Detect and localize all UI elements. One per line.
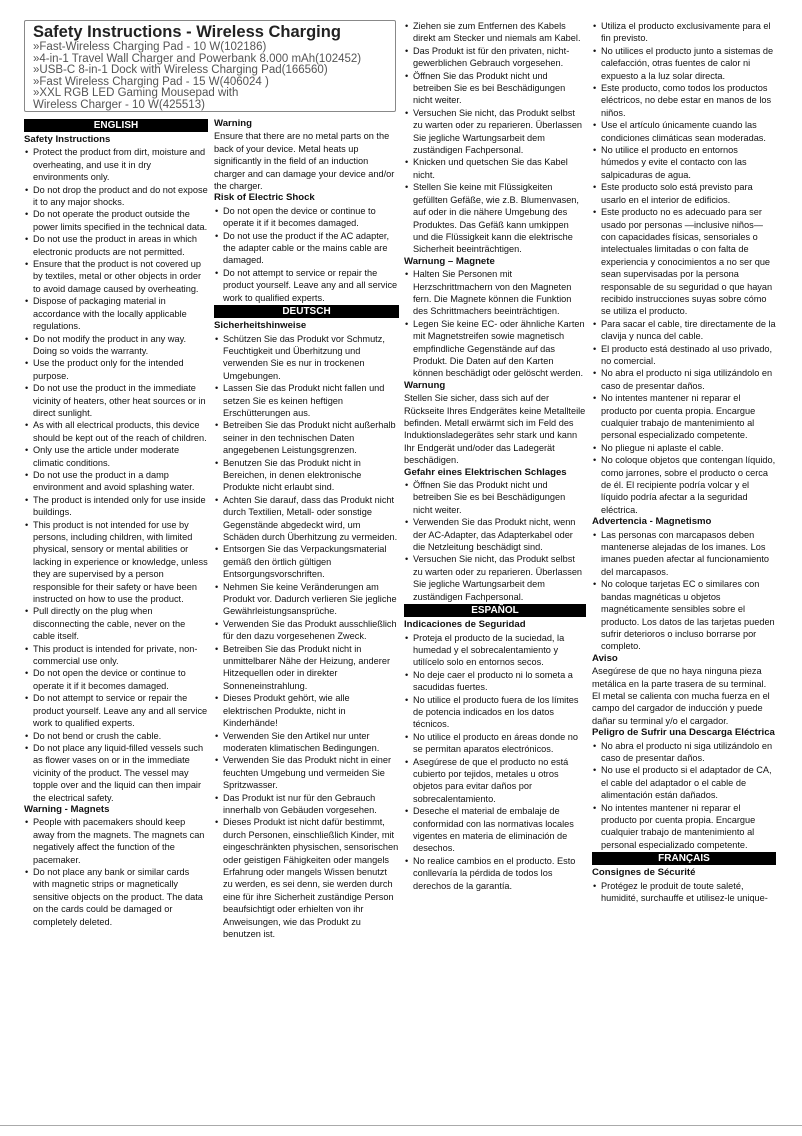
list-item: • Do not modify the product in any way. Doing so voids the warranty. (24, 333, 208, 358)
list-item: • No pliegue ni aplaste el cable. (592, 442, 776, 454)
list-item: • Do not place any bank or similar cards with magnetic strips or magnetically sensitive objects on the product. The data on the cards could be damaged or completely deleted. (24, 866, 208, 928)
list-item: • No deje caer el producto ni lo someta a sacudidas fuertes. (404, 669, 586, 694)
list-item: • Versuchen Sie nicht, das Produkt selbst zu warten oder zu reparieren. Überlassen Sie jegliche Wartungsarbeit dem zuständigen Fachpersonal. (404, 553, 586, 603)
list-item: • No abra el producto ni siga utilizándolo en caso de presentar daños. (592, 367, 776, 392)
list-item: • Verwenden Sie das Produkt nicht in einer feuchten Umgebung und vermeiden Sie Spritzwasser. (214, 754, 399, 791)
list-item: • Dispose of packaging material in accordance with the locally applicable regulations. (24, 295, 208, 332)
list-item: • Lassen Sie das Produkt nicht fallen und setzen Sie es keinen heftigen Erschütterungen aus. (214, 382, 399, 419)
list-item: • Este producto no es adecuado para ser usado por personas —inclusive niños—con capacidades físicas, sensoriales o intelectuales limitadas o con falta de experiencia y conocimientos a no ser que sean supervisadas por la persona responsable de su seguridad o que hayan recibido instrucciones suyas sobre cómo se utiliza el producto. (592, 206, 776, 318)
product-line: »USB-C 8-in-1 Dock with Wireless Charging Pad(166560) (33, 64, 328, 77)
warning-text-de: Stellen Sie sicher, dass sich auf der Rückseite Ihres Endgerätes keine Metallteile befinden. Metall erwärmt sich im Feld des Induktionsladegerätes sehr stark und kann Ihr Endgerät und/oder das Ladegerät beschädigen. (404, 393, 586, 466)
language-heading-english: ENGLISH (24, 119, 208, 132)
shock-list-de (404, 479, 586, 603)
column-1 (24, 118, 208, 928)
list-item: • Do not use the product in areas in which electronic products are not permitted. (24, 233, 208, 258)
safety-list-es (404, 632, 586, 893)
page-bottom-rule (0, 1125, 802, 1126)
list-item: • El producto está destinado al uso privado, no comercial. (592, 343, 776, 368)
safety-list-fr (592, 880, 776, 905)
list-item: • Legen Sie keine EC- oder ähnliche Karten mit Magnetstreifen sowie magnetisch empfindliche Gegenstände auf das Produkt. Die Daten auf den Karten können beschädigt oder gelöscht werden. (404, 318, 586, 380)
product-line: »4-in-1 Travel Wall Charger and Powerbank 8.000 mAh(102452) (33, 52, 362, 65)
list-item: • Use the product only for the intended purpose. (24, 357, 208, 382)
list-item: • Öffnen Sie das Produkt nicht und betreiben Sie es bei Beschädigungen nicht weiter. (404, 70, 586, 107)
list-item: • No utilice el producto fuera de los límites de potencia indicados en los datos técnicos. (404, 694, 586, 731)
list-item: • Este producto, como todos los productos eléctricos, no debe estar en manos de los niños. (592, 82, 776, 119)
list-item: • Use el artículo únicamente cuando las condiciones climáticas sean moderadas. (592, 119, 776, 144)
list-item: • Betreiben Sie das Produkt nicht außerhalb seiner in den technischen Daten angegebenen Leistungsgrenzen. (214, 419, 399, 456)
magnets-list-es (592, 529, 776, 653)
list-item: • No utilice el producto en entornos húmedos y evite el contacto con las salpicaduras de agua. (592, 144, 776, 181)
warning-text-en: Ensure that there are no metal parts on the back of your device. Metal heats up significantly in the field of an induction charger and can damage your device and/or the charger. (214, 131, 395, 192)
section-heading: Safety Instructions (24, 134, 111, 145)
section-heading: Warnung (404, 379, 446, 391)
safety-list-de (214, 333, 399, 941)
list-item: • Nehmen Sie keine Veränderungen am Produkt vor. Dadurch verlieren Sie jegliche Gewährleistungsansprüche. (214, 581, 399, 618)
list-item: • No coloque tarjetas EC o similares con bandas magnéticas u objetos magnéticamente sensibles sobre el producto. Los datos de las tarjetas pueden sufrir deterioros o incluso borrarse por completo. (592, 578, 776, 652)
section-heading: Sicherheitshinweise (214, 320, 307, 332)
list-item: • No realice cambios en el producto. Esto conllevaría la pérdida de todos los derechos de la garantía. (404, 855, 586, 892)
list-item: • Do not use the product if the AC adapter, the adapter cable or the mains cable are damaged. (214, 230, 399, 267)
safety-list-de-cont (404, 20, 586, 256)
list-item: • As with all electrical products, this device should be kept out of the reach of children. (24, 419, 208, 444)
language-heading-espanol: ESPAÑOL (404, 604, 586, 617)
product-line: »XXL RGB LED Gaming Mousepad with (33, 87, 239, 100)
list-item: • Dieses Produkt gehört, wie alle elektrischen Produkte, nicht in Kinderhände! (214, 692, 399, 729)
list-item: • Betreiben Sie das Produkt nicht in unmittelbarer Nähe der Heizung, anderer Hitzequellen oder in direkter Sonneneinstrahlung. (214, 643, 399, 693)
list-item: • Proteja el producto de la suciedad, la humedad y el sobrecalentamiento y utilícelo solo en entornos secos. (404, 632, 586, 669)
list-item: • Entsorgen Sie das Verpackungsmaterial gemäß den örtlich gültigen Entsorgungsvorschriften. (214, 543, 399, 580)
list-item: • Utiliza el producto exclusivamente para el fin previsto. (592, 20, 776, 45)
list-item: • Ziehen sie zum Entfernen des Kabels direkt am Stecker und niemals am Kabel. (404, 20, 586, 45)
safety-list-en (24, 146, 208, 804)
section-heading: Indicaciones de Seguridad (404, 619, 526, 631)
list-item: • Do not drop the product and do not expose it to any major shocks. (24, 184, 208, 209)
list-item: • No utilices el producto junto a sistemas de calefacción, otras fuentes de calor ni expuesto a la luz solar directa. (592, 45, 776, 82)
section-heading: Aviso (592, 652, 618, 664)
column-4 (592, 20, 776, 904)
section-heading: Peligro de Sufrir una Descarga Eléctrica (592, 727, 775, 739)
list-item: • Do not attempt to service or repair the product yourself. Leave any and all service work to qualified experts. (24, 692, 208, 729)
column-3 (404, 20, 586, 892)
list-item: • Do not use the product in the immediate vicinity of heaters, other heat sources or in direct sunlight. (24, 382, 208, 419)
list-item: • Verwenden Sie das Produkt nicht, wenn der AC-Adapter, das Adapterkabel oder die Netzleitung beschädigt sind. (404, 516, 586, 553)
magnets-list-de (404, 268, 586, 380)
warning-text-es: Asegúrese de que no haya ninguna pieza metálica en la parte trasera de su terminal. El metal se calienta con mucha fuerza en el campo del cargador de inducción y puede dañar su terminal y/o el cargador. (592, 666, 770, 726)
section-heading: Warnung – Magnete (404, 255, 495, 267)
list-item: • Do not open the device or continue to operate it if it becomes damaged. (24, 667, 208, 692)
list-item: • Las personas con marcapasos deben mantenerse alejadas de los imanes. Los imanes pueden afectar al funcionamiento del marcapasos. (592, 529, 776, 579)
list-item: • Ensure that the product is not covered up by textiles, metal or other objects in order to avoid damage caused by overheating. (24, 258, 208, 295)
list-item: • The product is intended only for use inside buildings. (24, 494, 208, 519)
shock-list-en (214, 205, 399, 304)
list-item: • Dieses Produkt ist nicht dafür bestimmt, durch Personen, einschließlich Kinder, mit eingeschränkten physischen, sensorischen oder geistigen Fähigkeiten oder mangels Erfahrung oder mangels Wissen benutzt zu werden, es sei denn, sie werden durch eine für ihre Sicherheit zuständige Person beaufsichtigt oder erhielten von ihr Anweisungen, wie das Produkt zu benutzen ist. (214, 816, 399, 940)
product-line: Wireless Charger - 10 W(425513) (33, 98, 205, 111)
list-item: • Öffnen Sie das Produkt nicht und betreiben Sie es bei Beschädigungen nicht weiter. (404, 479, 586, 516)
language-heading-francais: FRANÇAIS (592, 852, 776, 865)
list-item: • No coloque objetos que contengan líquido, como jarrones, sobre el producto o cerca de él. El recipiente podría volcar y el líquido podría afectar a la seguridad eléctrica. (592, 454, 776, 516)
shock-list-es (592, 740, 776, 852)
list-item: • Only use the article under moderate climatic conditions. (24, 444, 208, 469)
list-item: • Do not open the device or continue to operate it if it becomes damaged. (214, 205, 399, 230)
list-item: • Asegúrese de que el producto no está cubierto por tejidos, metales u otros objetos para evitar daños por sobrecalentamiento. (404, 756, 586, 806)
safety-list-es-cont (592, 20, 776, 516)
list-item: • No use el producto si el adaptador de CA, el cable del adaptador o el cable de alimentación están dañados. (592, 764, 776, 801)
list-item: • Protégez le produit de toute saleté, humidité, surchauffe et utilisez-le unique- (592, 880, 776, 905)
list-item: • Benutzen Sie das Produkt nicht in Bereichen, in denen elektronische Produkte nicht erlaubt sind. (214, 457, 399, 494)
list-item: • Achten Sie darauf, dass das Produkt nicht durch Textilien, Metall- oder sonstige Gegenstände abgedeckt wird, um Schäden durch Überhitzung zu vermeiden. (214, 494, 399, 544)
list-item: • Stellen Sie keine mit Flüssigkeiten gefüllten Gefäße, wie z.B. Blumenvasen, auf oder in die nähere Umgebung des Produktes. Das Gefäß kann umkippen und die Flüssigkeit kann die elektrische Sicherheit beeinträchtigen. (404, 181, 586, 255)
list-item: • Do not attempt to service or repair the product yourself. Leave any and all service work to qualified experts. (214, 267, 399, 304)
list-item: • Pull directly on the plug when disconnecting the cable, never on the cable itself. (24, 605, 208, 642)
list-item: • Knicken und quetschen Sie das Kabel nicht. (404, 156, 586, 181)
section-heading: Gefahr eines Elektrischen Schlages (404, 466, 567, 478)
list-item: • People with pacemakers should keep away from the magnets. The magnets can negatively affect the function of the pacemaker. (24, 816, 208, 866)
list-item: • Versuchen Sie nicht, das Produkt selbst zu warten oder zu reparieren. Überlassen Sie jegliche Wartungsarbeit dem zuständigen Fachpersonal. (404, 107, 586, 157)
list-item: • Do not place any liquid-filled vessels such as flower vases on or in the immediate vicinity of the product. The vessel may topple over and the liquid can then impair the electrical safety. (24, 742, 208, 804)
section-heading: Warning (214, 118, 253, 129)
document-title: Safety Instructions - Wireless Charging (33, 23, 341, 41)
list-item: • No abra el producto ni siga utilizándolo en caso de presentar daños. (592, 740, 776, 765)
language-heading-deutsch: DEUTSCH (214, 305, 399, 318)
product-line: »Fast-Wireless Charging Pad - 10 W(102186) (33, 41, 267, 53)
list-item: • No utilice el producto en áreas donde no se permitan aparatos electrónicos. (404, 731, 586, 756)
list-item: • No intentes mantener ni reparar el producto por cuenta propia. Encargue cualquier trabajo de mantenimiento al personal especializado competente. (592, 392, 776, 442)
list-item: • This product is intended for private, non-commercial use only. (24, 643, 208, 668)
list-item: • Schützen Sie das Produkt vor Schmutz, Feuchtigkeit und Überhitzung und verwenden Sie es nur in trockenen Umgebungen. (214, 333, 399, 383)
section-heading: Consignes de Sécurité (592, 867, 696, 879)
product-line: »Fast Wireless Charging Pad - 15 W(406024 ) (33, 75, 269, 88)
list-item: • Do not use the product in a damp environment and avoid splashing water. (24, 469, 208, 494)
list-item: • Deseche el material de embalaje de conformidad con las normativas locales vigentes en materia de eliminación de desechos. (404, 805, 586, 855)
list-item: • Este producto solo está previsto para usarlo en el interior de edificios. (592, 181, 776, 206)
column-2 (214, 118, 399, 940)
section-heading: Advertencia - Magnetismo (592, 516, 712, 528)
list-item: • Do not operate the product outside the power limits specified in the technical data. (24, 208, 208, 233)
list-item: • Protect the product from dirt, moisture and overheating, and use it in dry environments only. (24, 146, 208, 183)
list-item: • Para sacar el cable, tire directamente de la clavija y nunca del cable. (592, 318, 776, 343)
document-header (24, 20, 396, 112)
list-item: • This product is not intended for use by persons, including children, with limited physical, sensory or mental abilities or lacking in experience or knowledge, unless they are supervised by a person responsible for their safety or have been instructed on how to use the product. (24, 519, 208, 606)
list-item: • Das Produkt ist für den privaten, nicht-gewerblichen Gebrauch vorgesehen. (404, 45, 586, 70)
magnets-list-en (24, 816, 208, 928)
list-item: • Verwenden Sie den Artikel nur unter moderaten klimatischen Bedingungen. (214, 730, 399, 755)
list-item: • Do not bend or crush the cable. (24, 730, 208, 742)
section-heading: Warning - Magnets (24, 803, 110, 815)
list-item: • Verwenden Sie das Produkt ausschließlich für den dazu vorgesehenen Zweck. (214, 618, 399, 643)
list-item: • Halten Sie Personen mit Herzschrittmachern von den Magneten fern. Die Magnete können die Funktion des Schrittmachers beeinträchtigen. (404, 268, 586, 318)
section-heading: Risk of Electric Shock (214, 192, 315, 204)
list-item: • No intentes mantener ni reparar el producto por cuenta propia. Encargue cualquier trabajo de mantenimiento al personal especializado competente. (592, 802, 776, 852)
list-item: • Das Produkt ist nur für den Gebrauch innerhalb von Gebäuden vorgesehen. (214, 792, 399, 817)
